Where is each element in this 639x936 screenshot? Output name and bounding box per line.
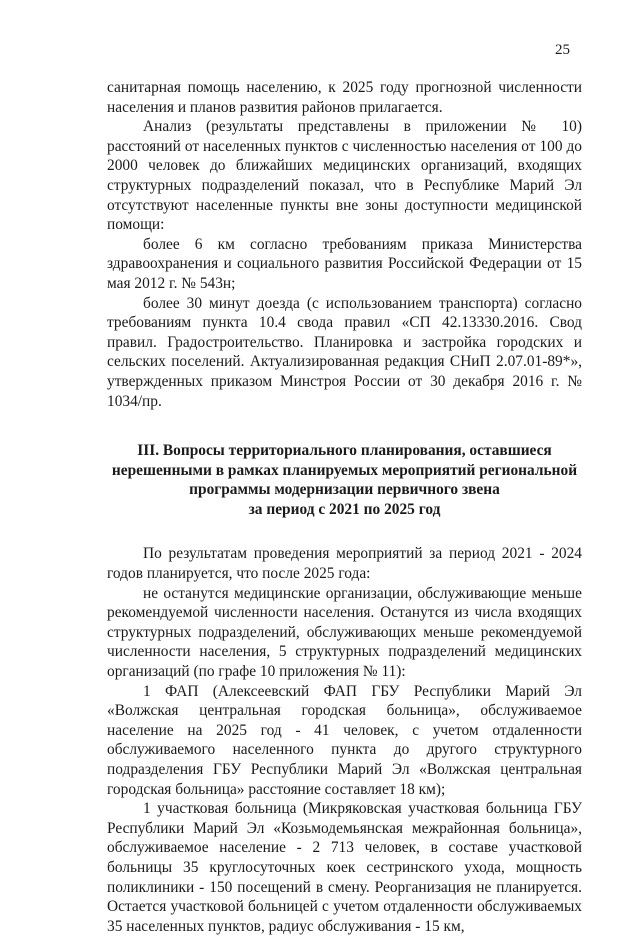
paragraph-results: По результатам проведения мероприятий за период 2021 - 2024 годов планируется, что после 2025 года: <box>107 545 582 583</box>
page-number: 25 <box>555 42 570 58</box>
document-body <box>107 78 582 936</box>
paragraph-no-organizations: не останутся медицинские организации, обслуживающие меньше рекомендуемой численности населения. Останутся из числа входящих структурных подразделений, обслуживающих меньше рекомендуемой численности населения, 5 структурных подразделений медицинских организаций (по графе 10 приложения № 11): <box>107 584 582 681</box>
paragraph-district-hospital: 1 участковая больница (Микряковская участковая больница ГБУ Республики Марий Эл «Козьмодемьянская межрайонная больница», обслуживаемое население - 2 713 человек, в составе участковой больницы 35 круглосуточных коек сестринского ухода, мощность поликлиники - 150 посещений в смену. Реорганизация не планируется. Остается участковой больницей с учетом отдаленности обслуживаемых 35 населенных пунктов, радиус обслуживания - 15 км, <box>107 800 582 935</box>
paragraph-continuation: санитарная помощь населению, к 2025 году прогнозной численности населения и планов развития районов прилагается. <box>107 79 582 116</box>
section-heading-line: нерешенными в рамках планируемых мероприятий региональной <box>111 461 578 479</box>
paragraph-criterion-travel-time: более 30 минут доезда (с использованием транспорта) согласно требованиям пункта 10.4 свода правил «СП 42.13330.2016. Свод правил. Градостроительство. Планировка и застройка городских и сельских поселений. Актуализированная редакция СНиП 2.07.01-89*», утвержденных приказом Минстроя России от 30 декабря 2016 г. № 1034/пр. <box>107 294 582 410</box>
section-heading-line: программы модернизации первичного звена <box>189 481 500 499</box>
paragraph-fap: 1 ФАП (Алексеевский ФАП ГБУ Республики Марий Эл «Волжская центральная городская больница», обслуживаемое население на 2025 год - 41 человек, с учетом отдаленности обслуживаемого населенного пункта до другого структурного подразделения ГБУ Республики Марий Эл «Волжская центральная городская больница» расстояние составляет 18 км); <box>107 682 582 798</box>
paragraph-analysis: Анализ (результаты представлены в приложении № 10) расстояний от населенных пунктов с численностью населения от 100 до 2000 человек до ближайших медицинских организаций, входящих структурных подразделений показал, что в Республике Марий Эл отсутствуют населенные пункты вне зоны доступности медицинской помощи: <box>107 118 582 234</box>
paragraph-criterion-distance: более 6 км согласно требованиям приказа Министерства здравоохранения и социального развития Российской Федерации от 15 мая 2012 г. № 543н; <box>107 235 582 292</box>
section-heading-line: за период с 2021 по 2025 год <box>248 500 441 518</box>
section-heading <box>107 441 582 519</box>
section-heading-line: III. Вопросы территориального планирования, оставшиеся <box>137 442 552 460</box>
